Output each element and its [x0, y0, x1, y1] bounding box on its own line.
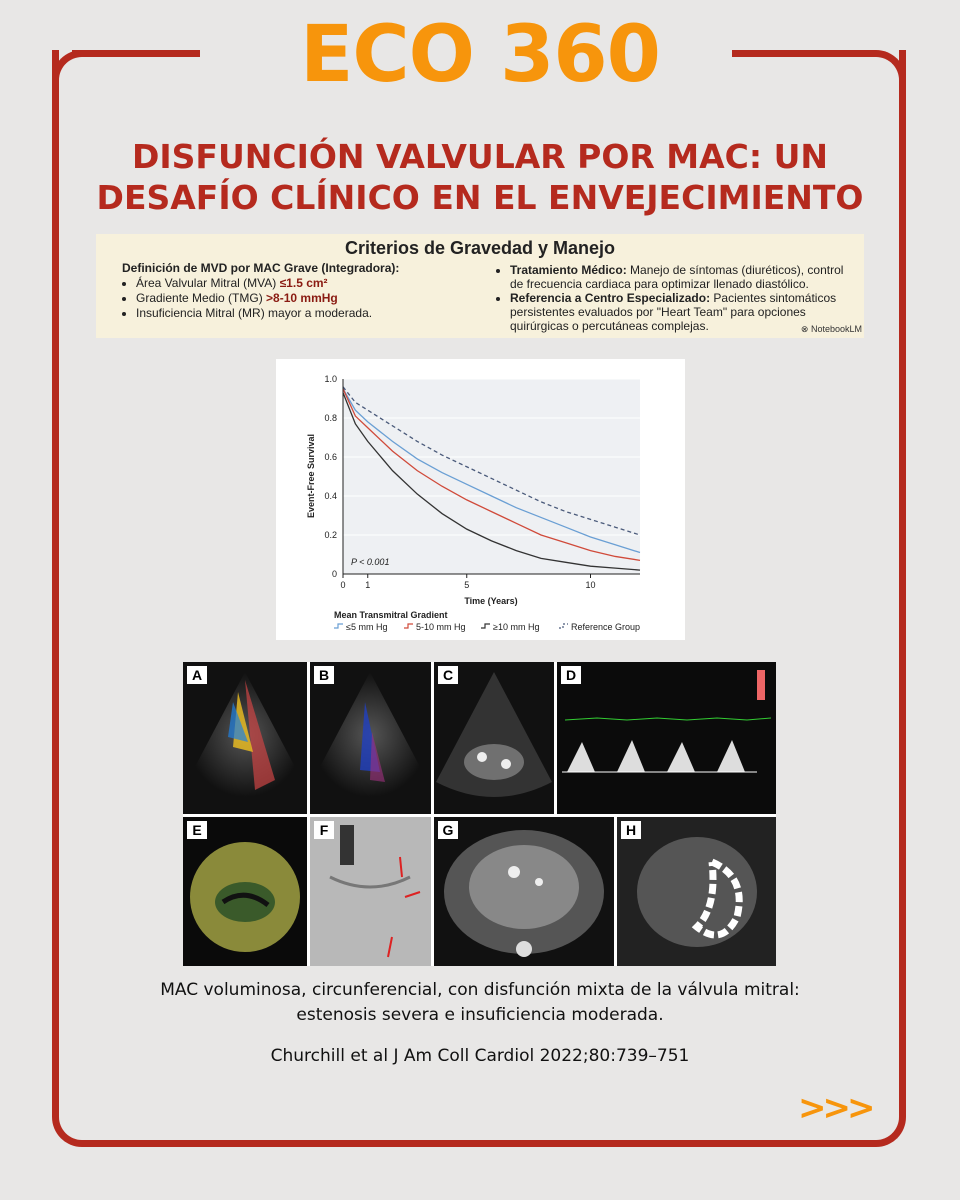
- echo-panel-c-image: [434, 662, 554, 814]
- echo-panel-h-image: [617, 817, 776, 966]
- definition-item-text: Gradiente Medio (TMG): [136, 291, 267, 305]
- definition-item-text: Insuficiencia Mitral (MR) mayor a moderada.: [136, 306, 373, 320]
- legend-swatch-1: [404, 624, 413, 628]
- brand-title: ECO 360: [300, 10, 660, 100]
- echo-panel-g-image: [434, 817, 614, 966]
- definition-item-highlight: >8-10 mmHg: [266, 291, 338, 305]
- y-tick-label: 1.0: [324, 374, 337, 384]
- survival-chart-svg: [276, 359, 685, 640]
- criteria-heading: Criterios de Gravedad y Manejo: [344, 238, 616, 258]
- panel-label-a: A: [187, 666, 207, 684]
- echo-panel-h: [617, 817, 776, 966]
- management-item-text: Pacientes sintomáticos persistentes evaluados por "Heart Team" para opciones quirúrgicas o percutáneas complejas.: [510, 291, 837, 333]
- legend-swatch-2: [481, 624, 490, 628]
- notebooklm-logo-text: NotebookLM: [810, 324, 862, 334]
- panel-label-d: D: [561, 666, 581, 684]
- title-line-2: DESAFÍO CLÍNICO EN EL ENVEJECIMIENTO: [96, 178, 864, 217]
- echo-panel-e-image: [183, 817, 307, 966]
- management-item-text: Manejo de síntomas (diuréticos), control de frecuencia cardiaca para optimizar llenado diastólico.: [510, 263, 844, 291]
- legend-swatch-3: [559, 624, 568, 628]
- p-value-annotation: P < 0.001: [351, 557, 390, 567]
- management-list: [496, 263, 856, 333]
- definition-item: [136, 306, 462, 321]
- x-tick-label: 5: [464, 580, 470, 590]
- echo-panel-b-image: [310, 662, 431, 814]
- caption-line-2: estenosis severa e insuficiencia moderada.: [296, 1005, 664, 1025]
- definition-item-text: Área Valvular Mitral (MVA): [136, 276, 280, 290]
- y-tick-label: 0.4: [324, 491, 337, 501]
- y-tick-label: 0.6: [324, 452, 337, 462]
- notebooklm-logo: ⊗ NotebookLM: [800, 324, 862, 334]
- x-tick-label: 0: [340, 580, 346, 590]
- citation: Churchill et al J Am Coll Cardiol 2022;80:739–751: [270, 1046, 690, 1066]
- panel-label-e: E: [187, 821, 207, 839]
- next-arrows-icon[interactable]: >>>: [798, 1088, 872, 1128]
- panel-label-c: C: [438, 666, 458, 684]
- panel-label-f: F: [314, 821, 334, 839]
- definition-item: [136, 276, 462, 291]
- y-tick-label: 0: [331, 569, 337, 579]
- criteria-infographic: [96, 234, 864, 338]
- echo-panel-a: [183, 662, 307, 814]
- page-title: [60, 136, 900, 218]
- legend-title: Mean Transmitral Gradient: [334, 610, 448, 620]
- definition-list: [122, 276, 462, 321]
- legend-swatch-0: [334, 624, 343, 628]
- x-tick-label: 10: [585, 580, 596, 590]
- y-axis-label: Event-Free Survival: [306, 433, 316, 519]
- y-tick-label: 0.2: [324, 530, 337, 540]
- management-item: [510, 263, 856, 291]
- echo-panel-b: [310, 662, 431, 814]
- definition-item-highlight: ≤1.5 cm²: [279, 276, 328, 290]
- echo-panel-f: [310, 817, 431, 966]
- echo-panel-d-image: [557, 662, 776, 814]
- echo-panel-g: [434, 817, 614, 966]
- definition-block: [122, 261, 462, 321]
- legend-label-0: ≤5 mm Hg: [346, 622, 388, 632]
- figure-caption: [100, 978, 860, 1028]
- echo-panel-f-image: [310, 817, 431, 966]
- management-item-label: Tratamiento Médico:: [510, 263, 627, 277]
- plot-area: [343, 379, 640, 574]
- echo-panel-d: [557, 662, 776, 814]
- management-item-label: Referencia a Centro Especializado:: [510, 291, 711, 305]
- x-tick-label: 1: [365, 580, 371, 590]
- echo-panel-e: [183, 817, 307, 966]
- title-line-1: DISFUNCIÓN VALVULAR POR MAC: UN: [131, 137, 828, 176]
- echo-panel-a-image: [183, 662, 307, 814]
- definition-title: Definición de MVD por MAC Grave (Integradora):: [122, 261, 400, 275]
- management-block: [496, 263, 856, 333]
- caption-line-1: MAC voluminosa, circunferencial, con disfunción mixta de la válvula mitral:: [160, 980, 800, 1000]
- panel-label-g: G: [438, 821, 458, 839]
- y-tick-label: 0.8: [324, 413, 337, 423]
- panel-label-h: H: [621, 821, 641, 839]
- definition-item: [136, 291, 462, 306]
- survival-chart: [276, 359, 685, 640]
- x-axis-label: Time (Years): [464, 596, 518, 606]
- panel-label-b: B: [314, 666, 334, 684]
- echo-image-grid: [183, 662, 776, 966]
- legend-label-1: 5-10 mm Hg: [416, 622, 466, 632]
- legend-label-2: ≥10 mm Hg: [493, 622, 540, 632]
- legend-label-3: Reference Group: [571, 622, 641, 632]
- echo-panel-c: [434, 662, 554, 814]
